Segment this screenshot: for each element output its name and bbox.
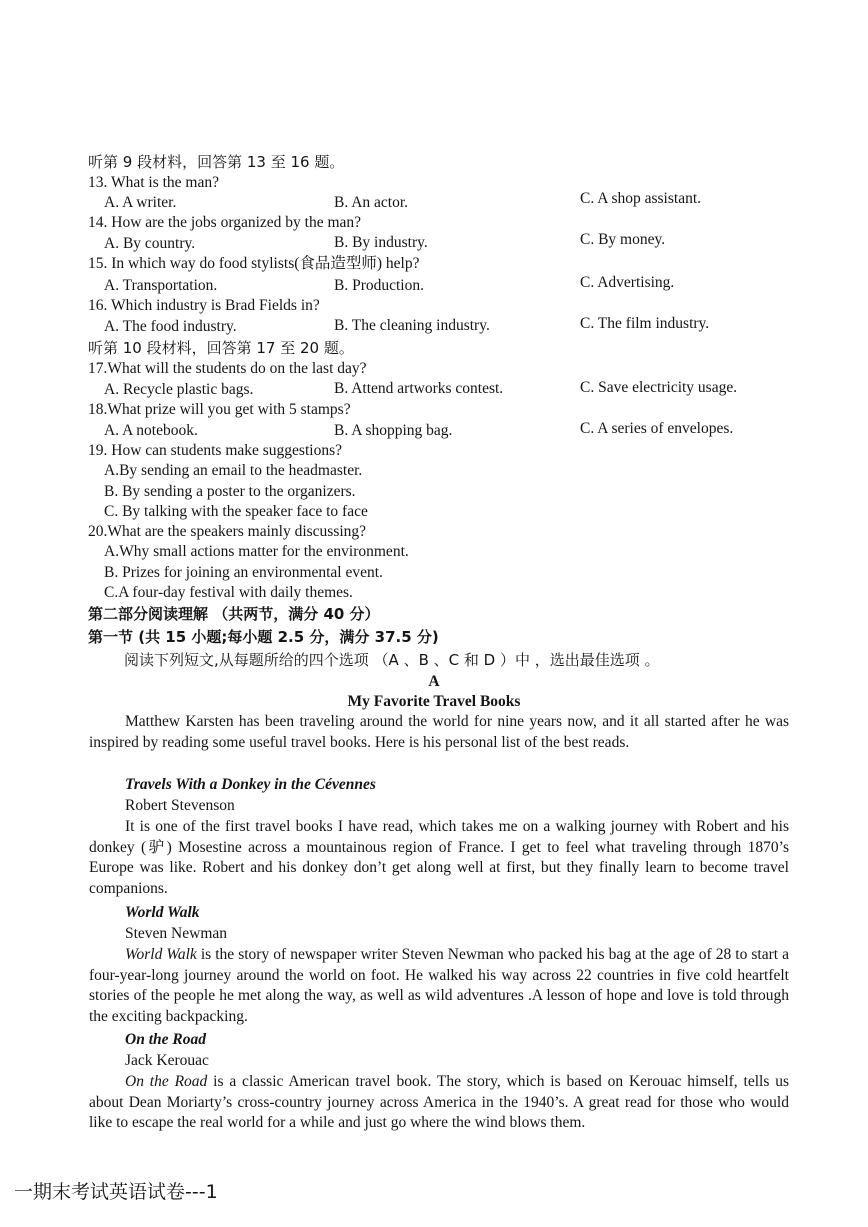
option-19c: C. By talking with the speaker face to face — [104, 503, 368, 520]
question-14-stem: 14. How are the jobs organized by the man? — [88, 214, 362, 231]
question-18-stem: 18.What prize will you get with 5 stamps? — [88, 401, 351, 418]
option-14b: B. By industry. — [334, 234, 428, 251]
question-13-stem: 13. What is the man? — [88, 174, 220, 191]
option-14a: A. By country. — [104, 235, 196, 252]
option-16b: B. The cleaning industry. — [334, 317, 490, 334]
section-9-heading: 听第 9 段材料，回答第 13 至 16 题。 — [88, 153, 345, 171]
option-15c: C. Advertising. — [580, 274, 675, 291]
book-3-text: is a classic American travel book. The story, which is based on Kerouac himself, tells us about Dean Moriarty’s cross-country journey across America in the 1940’s. A great read for those who would like to escape the real world for a while and just go where the wind blows them. — [89, 1073, 789, 1132]
option-20a: A.Why small actions matter for the environment. — [104, 543, 409, 560]
option-14c: C. By money. — [580, 231, 666, 248]
option-19a: A.By sending an email to the headmaster. — [104, 462, 363, 479]
question-20-stem: 20.What are the speakers mainly discussing? — [88, 523, 367, 540]
question-19-stem: 19. How can students make suggestions? — [88, 442, 342, 459]
book-2-lead: World Walk — [125, 946, 197, 963]
option-13c: C. A shop assistant. — [580, 190, 702, 207]
option-13a: A. A writer. — [104, 194, 177, 211]
book-3-author: Jack Kerouac — [125, 1052, 209, 1069]
book-1-description — [89, 817, 789, 899]
option-17a: A. Recycle plastic bags. — [104, 381, 254, 398]
section-1-title: 第一节 (共 15 小题;每小题 2.5 分，满分 37.5 分) — [88, 628, 439, 646]
question-15-stem: 15. In which way do food stylists(食品造型师) help? — [88, 255, 420, 272]
book-2-text: is the story of newspaper writer Steven Newman who packed his bag at the age of 28 to start a four-year-long journey around the world on foot. He walked his way across 22 countries in five cold heartfelt stories of the people he met along the way, as well as wild adventures .A lesson of hope and love is told through the exciting backpacking. — [89, 946, 789, 1025]
option-15b: B. Production. — [334, 277, 424, 294]
section-10-heading: 听第 10 段材料，回答第 17 至 20 题。 — [88, 339, 354, 357]
book-2-title: World Walk — [125, 904, 200, 921]
page-footer: 一期末考试英语试卷---1 — [14, 1181, 218, 1203]
passage-title: My Favorite Travel Books — [347, 693, 521, 710]
book-3-description — [89, 1072, 789, 1134]
option-17c: C. Save electricity usage. — [580, 379, 738, 396]
book-3-title: On the Road — [125, 1031, 206, 1048]
option-16a: A. The food industry. — [104, 318, 237, 335]
option-18a: A. A notebook. — [104, 422, 198, 439]
book-3-lead: On the Road — [125, 1073, 208, 1090]
passage-letter: A — [428, 673, 440, 690]
option-13b: B. An actor. — [334, 194, 409, 211]
option-18c: C. A series of envelopes. — [580, 420, 734, 437]
question-16-stem: 16. Which industry is Brad Fields in? — [88, 297, 320, 314]
book-2-description — [89, 945, 789, 1027]
passage-intro — [89, 712, 789, 753]
option-16c: C. The film industry. — [580, 315, 710, 332]
book-1-author: Robert Stevenson — [125, 797, 235, 814]
book-1-title: Travels With a Donkey in the Cévennes — [125, 776, 376, 793]
part-2-title: 第二部分阅读理解 （共两节，满分 40 分） — [88, 605, 380, 623]
option-20c: C.A four-day festival with daily themes. — [104, 584, 353, 601]
intro-text: Matthew Karsten has been traveling around the world for nine years now, and it all started after he was inspired by reading some useful travel books. Here is his personal list of the best reads. — [89, 713, 789, 751]
book-2-author: Steven Newman — [125, 925, 228, 942]
option-17b: B. Attend artworks contest. — [334, 380, 504, 397]
reading-instruction: 阅读下列短文,从每题所给的四个选项 （A 、B 、C 和 D ）中 ，选出最佳选项 。 — [124, 651, 660, 669]
option-15a: A. Transportation. — [104, 277, 218, 294]
book-1-text: It is one of the first travel books I have read, which takes me on a walking journey with Robert and his donkey (驴) Mosestine across a mountainous region of France. I get to feel what traveling through 1870’s Europe was like. Robert and his donkey don’t get along well at first, but they finally learn to become travel companions. — [89, 818, 789, 897]
option-19b: B. By sending a poster to the organizers. — [104, 483, 356, 500]
question-17-stem: 17.What will the students do on the last day? — [88, 360, 367, 377]
option-18b: B. A shopping bag. — [334, 422, 453, 439]
option-20b: B. Prizes for joining an environmental event. — [104, 564, 383, 581]
